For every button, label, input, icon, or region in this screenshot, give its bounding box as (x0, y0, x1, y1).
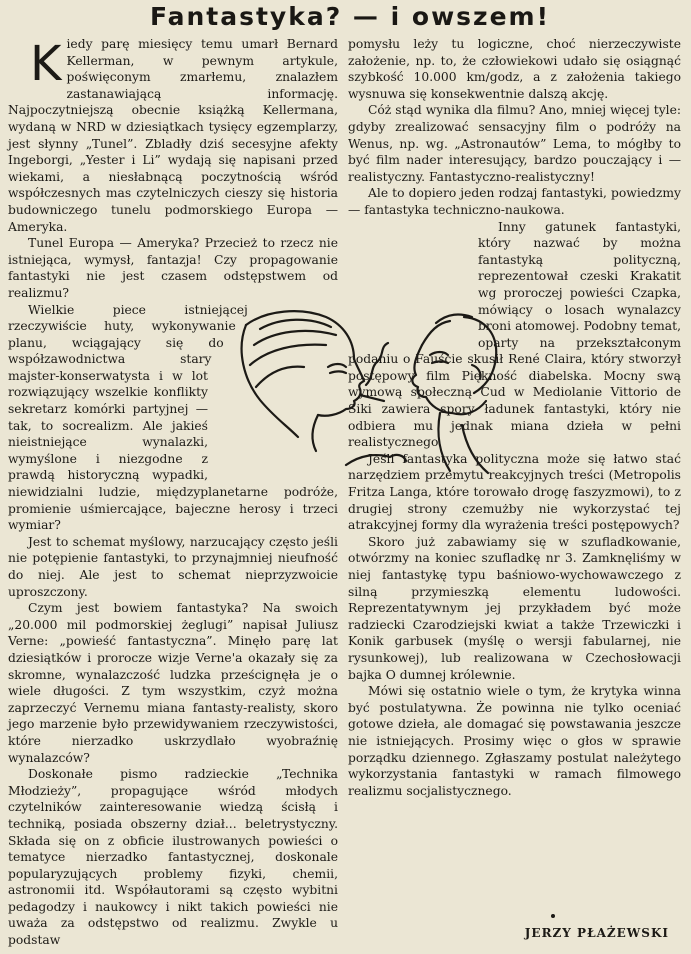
paragraph: pomysłu leży tu logiczne, choć nierzeczywiste założenie, np. to, że człowiekowi udało się osiągnąć szybkość 10.000 km/godz, a z założenia takiego wysnuwa się konsekwentnie dalszą akcję. (348, 37, 681, 101)
paragraph: Ale to dopiero jeden rodzaj fantastyki, powiedzmy — fantastyka techniczno-naukowa. (348, 186, 681, 217)
paragraph: Jeśli fantastyka polityczna może się łatwo stać narzędziem przemytu reakcyjnych treści (Metropolis Fritza Langa, które torowało drogę faszyzmowi), to z drugiej strony czemużby nie wykorzystać tej atrakcyjnej formy dla wyrażenia treści postępowych? (348, 451, 681, 533)
paragraph: Tunel Europa — Ameryka? Przecież to rzecz nie istniejąca, wymysł, fantazja! Czy propagowanie fantastyki nie jest czasem odstępstwem od realizmu? (8, 236, 338, 300)
paragraph: Czym jest bowiem fantastyka? Na swoich „20.000 mil podmorskiej żeglugi” napisał Juliusz Verne: „powieść fantastyczna”. Minęło parę lat dziesiątków i proroczе wizje Verne'a okazały się za skromne, wynalazczość ludzka prześcignęła je o wiele długości. Z tym wszystkim, czyż można zaprzeczyć Vernemu miana fantasty-realisty, skoro jego marzenie było przewidywaniem rzeczywistości, które nierzadko uskrzydlało wyobraźnię wynalazców? (8, 601, 338, 765)
left-column (8, 36, 338, 949)
paragraph: Wielkie piece istniejącej rzeczywiście huty, wykonywanie planu, wciągający się do współzawodnictwa stary majster-konserwatysta i w lot rozwiązujący wszelkie konflikty sekretarz komórki partyjnej — tak, to socrealizm. Ale jakieś nieistniejące wynalazki, wymyślone i niezgodne z prawdą historyczną wypadki, niewidzialni ludzie, międzyplanetarne podróże, promienie uśmiercające, bajeczne herosy i trzeci wymiar? (8, 302, 338, 533)
author-signature: JERZY PŁAŻEWSKI (524, 926, 669, 940)
illustration-two-faces (226, 305, 506, 483)
paragraph: Inny gatunek fantastyki, który nazwać by można fantastyką polityczną, reprezentował czeski Krakatit wg proroczej powieści Czapka, mówiący o losach wynalazcy broni atomowej. Podobny temat, oparty na przekształconym podaniu o Fauście skusił René Claira, który stworzył postępowy film Piękność diabelska. Mocny swą wymową społeczną Cud w Mediolanie Vittorio de Siki zawiera spory ładunek fantastyki, który nie odbiera mu jednak miana dzieła w pełni realistycznego. (348, 219, 681, 450)
paragraph: Mówi się ostatnio wiele o tym, że krytyka winna być postulatywna. Że powinna nie tylko oceniać gotowe dzieła, ale domagać się powstawania jeszcze nie istniejących. Prosimy więc o głos w sprawie porządku dziennego. Zgłaszamy postulat należytego wykorzystania fantastyki w ramach filmowego realizmu socjalistycznego. (348, 684, 681, 798)
paragraph: Skoro już zabawiamy się w szufladkowanie, otwórzmy na koniec szufladkę nr 3. Zamknęliśmy w niej fantastykę typu baśniowo-wychowawczego z silną przymieszką elementu ludowości. Reprezentatywnym jej przykładem być może radziecki Czarodziejski kwiat a także Trzewiczki i Konik garbusek (myślę o wersji fabularnej, nie rysunkowej), lub realizowana w Czechosłowacji bajka O dumnej królewnie. (348, 534, 681, 682)
end-mark (551, 914, 555, 918)
paragraph: Doskonałe pismo radzieckie „Technika Młodzieży”, propagujące wśród młodych czytelników zainteresowanie wiedzą ścisłą i techniką, posiada obszerny dział... beletrystyczny. Składa się on z obficie ilustrowanych powieści o tematyce nierzadko fantastycznej, doskonale popularyzujących problemy fizyki, chemii, astronomii itd. Współautorami są często wybitni pedagodzy i naukowcy i nikt takich powieści nie uważa za odstępstwo od realizmu. Zwykle u podstaw (8, 767, 338, 948)
article-title: Fantastyka? — i owszem! (149, 2, 551, 31)
paragraph: Jest to schemat myślowy, narzucający często jeśli nie potępienie fantastyki, to przynajmniej nieufność do niej. Ale jest to schemat nieprzyzwoicie uproszczony. (8, 534, 338, 599)
drop-cap: K (30, 36, 62, 92)
paragraph: Cóż stąd wynika dla filmu? Ano, mniej więcej tyle: gdyby zrealizować sensacyjny film o podróży na Wenus, np. wg. „Astronautów” Lema, to mógłby to być film nader interesujący, bardzo pouczający i — realistyczny. Fantastyczno-realistyczny! (348, 103, 681, 184)
paragraph: Kiedy parę miesięcy temu umarł Bernard Kellerman, w pewnym artykule, poświęconym zmarłemu, znalazłem zastanawiającą informację. Najpoczytniejszą obecnie książką Kellermana, wydaną w NRD w dziesiątkach tysięcy egzemplarzy, jest słynny „Tunel”. Zbladły dziś secesyjne afekty Ingeborgi, „Yester i Li” wydają się napisani przed wiekami, a niesłabnącą poczytnością wśród współczesnych mas czytelniczych cieszy się historia budowniczego tunelu podmorskiego Europa — Ameryka. (8, 36, 338, 234)
